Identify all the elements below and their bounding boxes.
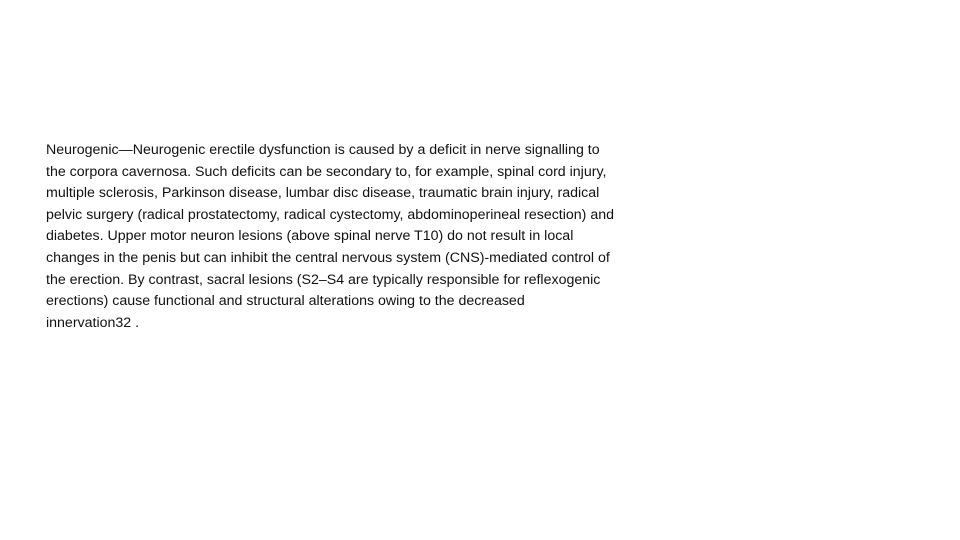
paragraph-line: changes in the penis but can inhibit the central nervous system (CNS)-mediated control of: [46, 249, 610, 266]
paragraph-line: innervation32 .: [46, 314, 140, 331]
paragraph-line: Neurogenic—Neurogenic erectile dysfunction is caused by a deficit in nerve signalling to: [46, 142, 600, 158]
paragraph-line: multiple sclerosis, Parkinson disease, lumbar disc disease, traumatic brain injury, radical: [46, 185, 600, 202]
paragraph-line: the erection. By contrast, sacral lesions (S2–S4 are typically responsible for reflexogenic: [46, 271, 601, 288]
paragraph-line: pelvic surgery (radical prostatectomy, radical cystectomy, abdominoperineal resection) and: [46, 206, 615, 223]
body-paragraph: [46, 140, 726, 334]
paragraph-line: the corpora cavernosa. Such deficits can be secondary to, for example, spinal cord injury,: [46, 163, 607, 180]
paragraph-line: diabetes. Upper motor neuron lesions (above spinal nerve T10) do not result in local: [46, 228, 574, 245]
paragraph-line: erections) cause functional and structural alterations owing to the decreased: [46, 293, 525, 310]
